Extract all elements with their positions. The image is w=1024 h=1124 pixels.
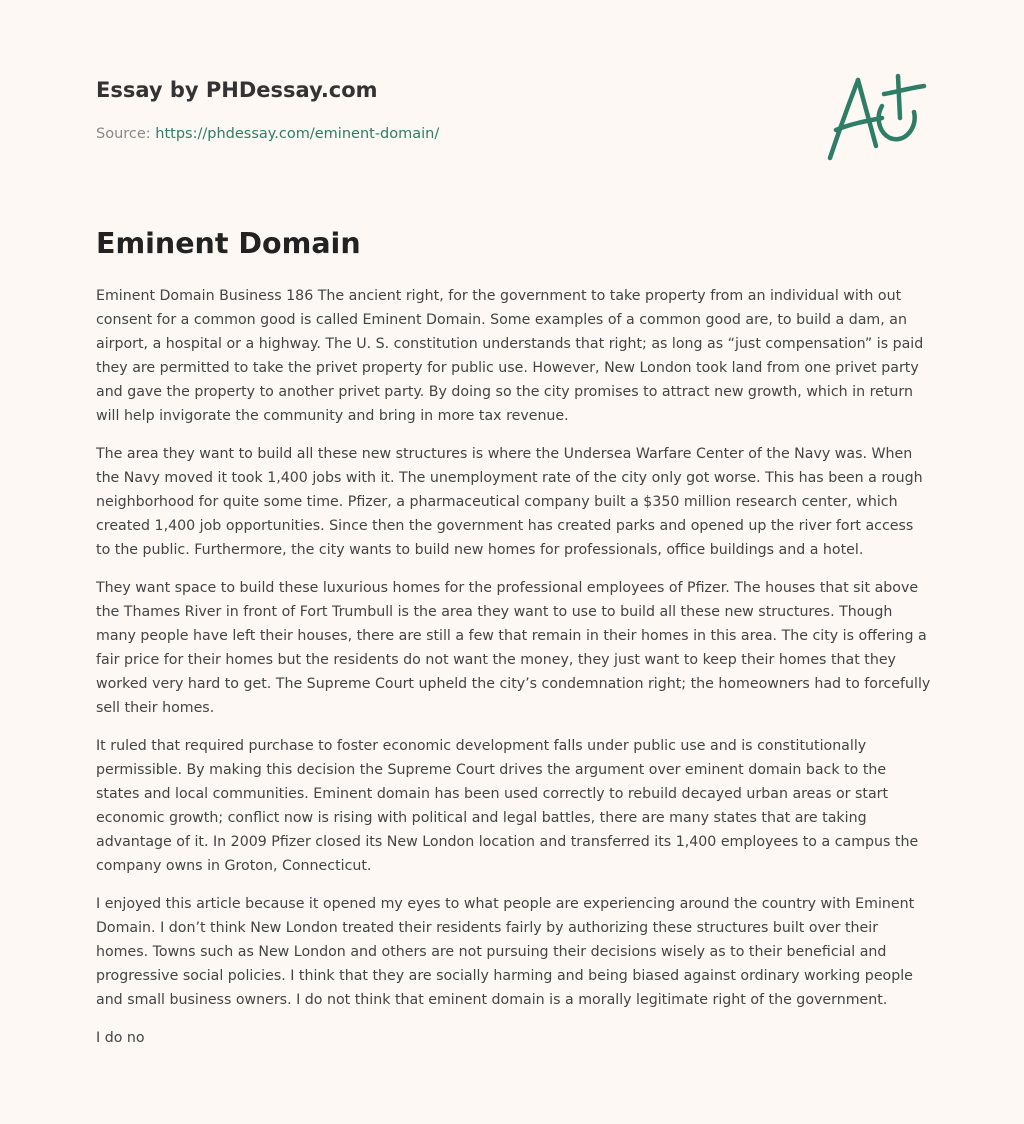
article-paragraph: They want space to build these luxurious homes for the professional employees of Pfizer. The houses that sit above the Thames River in front of Fort Trumbull is the area they want to use to build all these new structures. Though many people have left their houses, there are still a few that remain in their homes in this area. The city is offering a fair price for their homes but the residents do not want the money, they just want to keep their homes that they worked very hard to get. The Supreme Court upheld the city’s condemnation right; the homeowners had to forcefully sell their homes. [96,580,931,716]
source-line [96,124,439,144]
article-body [96,284,932,1064]
page-header [96,76,439,144]
article-paragraph: Eminent Domain Business 186 The ancient right, for the government to take property from an individual with out consent for a common good is called Eminent Domain. Some examples of a common good are, to build a dam, an airport, a hospital or a highway. The U. S. constitution understands that right; as long as “just compensation” is paid they are permitted to take the privet property for public use. However, New London took land from one privet party and gave the property to another privet party. By doing so the city promises to attract new growth, which in return will help invigorate the community and bring in more tax revenue. [96,288,924,424]
a-plus-logo-icon [820,66,930,166]
source-label: Source: [96,126,156,142]
site-brand: Essay by PHDessay.com [96,78,378,102]
source-link[interactable]: https://phdessay.com/eminent-domain/ [155,126,440,142]
article-paragraph: I do no [96,1030,145,1046]
article-paragraph: It ruled that required purchase to foster economic development falls under public use and is constitutionally permissible. By making this decision the Supreme Court drives the argument over eminent domain back to the states and local communities. Eminent domain has been used correctly to rebuild decayed urban areas or start economic growth; conflict now is rising with political and legal battles, there are many states that are taking advantage of it. In 2009 Pfizer closed its New London location and transferred its 1,400 employees to a campus the company owns in Groton, Connecticut. [96,738,919,874]
article-paragraph: I enjoyed this article because it opened my eyes to what people are experiencing around the country with Eminent Domain. I don’t think New London treated their residents fairly by authorizing these structures built over their homes. Towns such as New London and others are not pursuing their decisions wisely as to their beneficial and progressive social policies. I think that they are socially harming and being biased against ordinary working people and small business owners. I do not think that eminent domain is a morally legitimate right of the government. [96,896,915,1008]
article-title: Eminent Domain [96,227,361,260]
article-paragraph: The area they want to build all these new structures is where the Undersea Warfare Center of the Navy was. When the Navy moved it took 1,400 jobs with it. The unemployment rate of the city only got worse. This has been a rough neighborhood for quite some time. Pfizer, a pharmaceutical company built a $350 million research center, which created 1,400 job opportunities. Since then the government has created parks and opened up the river fort access to the public. Furthermore, the city wants to build new homes for professionals, office buildings and a hotel. [96,446,923,558]
